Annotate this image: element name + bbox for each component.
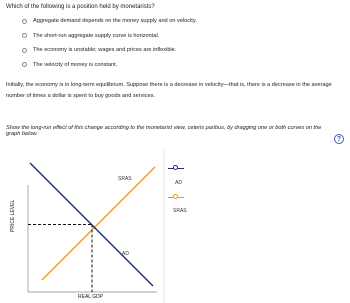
sras-tool-handle[interactable] <box>173 194 178 199</box>
ad-tool-handle[interactable] <box>173 165 178 170</box>
option-velocity-constant[interactable] <box>22 58 197 73</box>
scenario-paragraph: Initially, the economy is in long-term equilibrium. Suppose there is a decrease in velocity—that is, there is a decrease in the average number of times a dollar is spent to buy goods and services. <box>6 82 332 99</box>
option-label: Aggregate demand depends on the money supply and on velocity. <box>33 18 197 25</box>
x-axis-label: REAL GDP <box>78 294 104 300</box>
option-label: The velocity of money is constant. <box>33 61 118 68</box>
radio-button[interactable] <box>22 62 27 67</box>
sras-palette-label: SRAS <box>173 208 187 214</box>
option-label: The short-run aggregate supply curve is horizontal. <box>33 32 160 39</box>
sras-curve-label: SRAS <box>118 176 132 182</box>
question-text: Which of the following is a position held by monetarists? <box>6 4 155 10</box>
ad-curve <box>30 163 153 286</box>
option-short-run-supply[interactable] <box>22 29 197 44</box>
radio-button[interactable] <box>22 48 27 53</box>
help-icon[interactable]: ? <box>334 134 344 144</box>
ad-palette-label: AD <box>175 180 182 186</box>
radio-button[interactable] <box>22 33 27 38</box>
option-label: The economy is unstable; wages and prices are inflexible. <box>33 47 177 54</box>
option-economy-unstable[interactable] <box>22 43 197 58</box>
radio-button[interactable] <box>22 19 27 24</box>
option-aggregate-demand[interactable] <box>22 14 197 29</box>
ad-drag-tool[interactable] <box>168 165 184 171</box>
y-axis-label: PRICE LEVEL <box>10 199 16 232</box>
sras-drag-tool[interactable] <box>168 194 184 200</box>
graph-instruction: Show the long-run effect of this change according to the monetarist view, ceteris paribus, by dragging one or both curves on the graph below. <box>6 125 322 137</box>
sras-curve <box>42 167 155 280</box>
ad-curve-label: AD <box>122 251 129 257</box>
answer-options <box>22 14 197 72</box>
